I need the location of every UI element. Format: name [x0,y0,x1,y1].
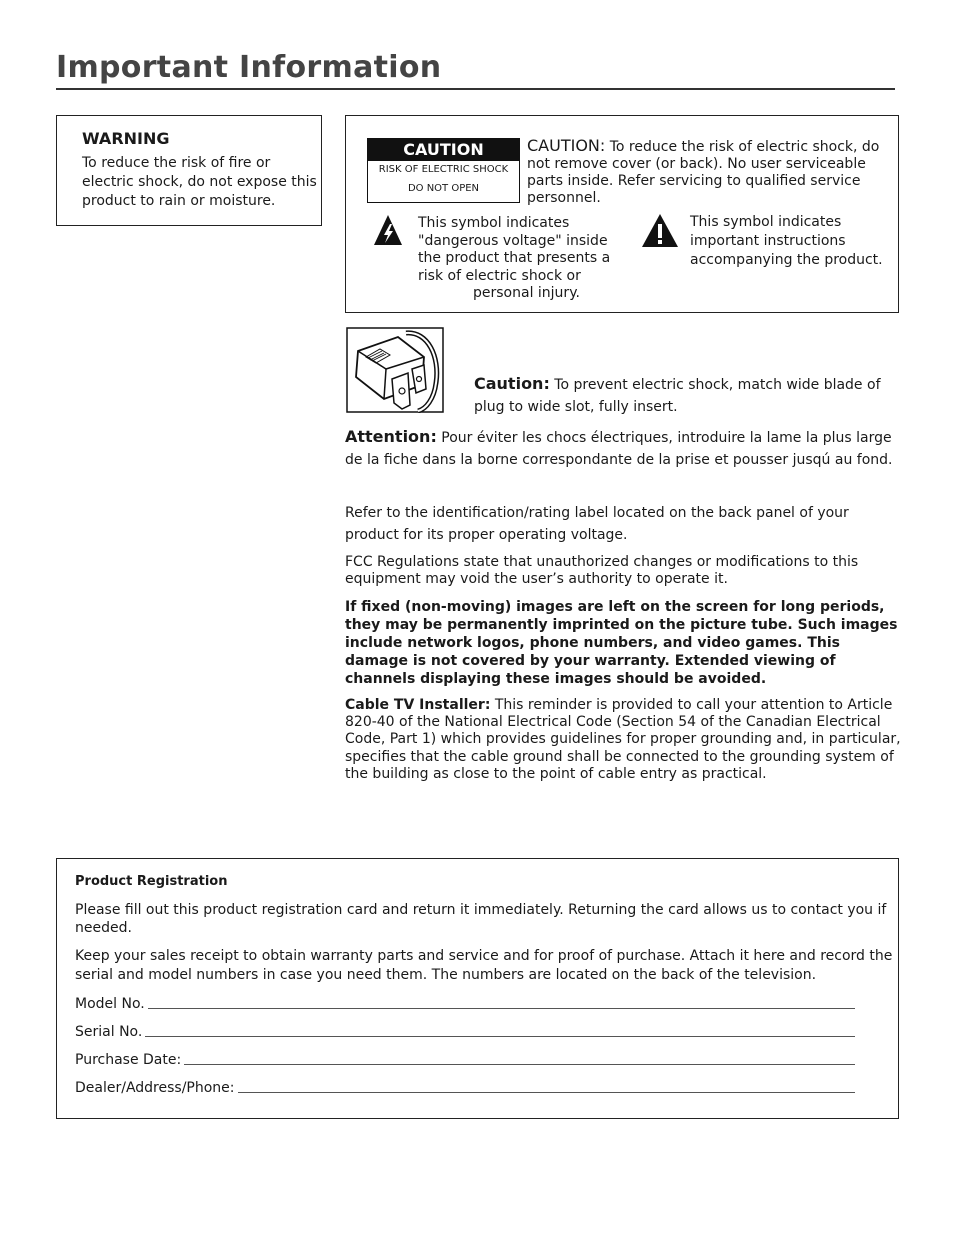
attention-body: Pour éviter les chocs électriques, introduire la lame la plus large de la fiche dans la borne correspondante de la prise et pousser jusqú au fond. [345,430,893,468]
product-registration-box [56,858,899,1119]
fcc-notice: FCC Regulations state that unauthorized changes or modifications to this equipment may void the user’s authority to operate it. [345,554,859,587]
warning-body: To reduce the risk of fire or electric shock, do not expose this product to rain or moisture. [82,155,317,209]
exclamation-triangle-icon [641,213,679,249]
warning-box [56,115,322,226]
cable-installer-lead: Cable TV Installer: [345,697,491,713]
fixed-images-warning: If fixed (non-moving) images are left on the screen for long periods, they may be permanently imprinted on the picture tube. Such images include network logos, phone numbers, and video games. This damage is not covered by your warranty. Extended viewing of channels displaying these images should be avoided. [345,599,898,687]
caution-lead: CAUTION: [527,136,606,155]
voltage-symbol-text [418,215,628,303]
dealer-line[interactable] [238,1091,855,1093]
registration-title: Product Registration [75,874,228,889]
title-divider [56,88,895,90]
caution-body: To reduce the risk of electric shock, do not remove cover (or back). No user serviceable parts inside. Refer servicing to qualified service personnel. [527,139,880,206]
lightning-triangle-icon [373,213,403,247]
registration-paragraph-1: Please fill out this product registration card and return it immediately. Returning the card allows us to contact you if needed. [75,902,887,936]
voltage-text-main: This symbol indicates "dangerous voltage" inside the product that presents a risk of electric shock or [418,215,611,284]
attention-text [345,426,900,471]
caution-label-line2: DO NOT OPEN [407,183,480,194]
model-number-line[interactable] [148,1007,855,1009]
purchase-date-field[interactable] [75,1052,855,1068]
caution-box [345,115,899,313]
caution-label-title: CAUTION [368,139,519,161]
polarized-plug-icon [346,327,444,413]
attention-lead: Attention: [345,427,437,446]
purchase-date-label: Purchase Date: [75,1052,182,1068]
rating-label-notice: Refer to the identification/rating label located on the back panel of your product for its proper operating voltage. [345,505,849,543]
warning-heading: WARNING [82,129,170,148]
serial-number-line[interactable] [145,1035,855,1037]
plug-caution-body: To prevent electric shock, match wide blade of plug to wide slot, fully insert. [474,377,881,415]
dealer-label: Dealer/Address/Phone: [75,1080,235,1096]
model-number-label: Model No. [75,996,145,1012]
caution-label-line1: RISK OF ELECTRIC SHOCK [378,164,509,175]
voltage-text-last: personal injury. [473,285,580,301]
model-number-field[interactable] [75,996,855,1012]
serial-number-field[interactable] [75,1024,855,1040]
registration-paragraph-2: Keep your sales receipt to obtain warranty parts and service and for proof of purchase. Attach it here and record the serial and model numbers in case you need them. The numbers are located on the back of the television. [75,948,893,983]
instructions-symbol-text: This symbol indicates important instructions accompanying the product. [690,214,883,268]
plug-caution-text [474,373,904,418]
cable-installer-notice [345,697,905,783]
caution-label [367,138,520,203]
purchase-date-line[interactable] [184,1063,855,1065]
plug-caution-lead: Caution: [474,374,550,393]
page-title: Important Information [56,50,442,85]
serial-number-label: Serial No. [75,1024,143,1040]
dealer-field[interactable] [75,1080,855,1096]
cable-installer-body: This reminder is provided to call your attention to Article 820-40 of the National Electrical Code (Section 54 of the Canadian Electrical Code, Part 1) which provides guidelines for proper grounding and, in particular, specifies that the cable ground shall be connected to the grounding system of the building as close to the point of cable entry as practical. [345,697,901,782]
caution-text [527,137,895,207]
